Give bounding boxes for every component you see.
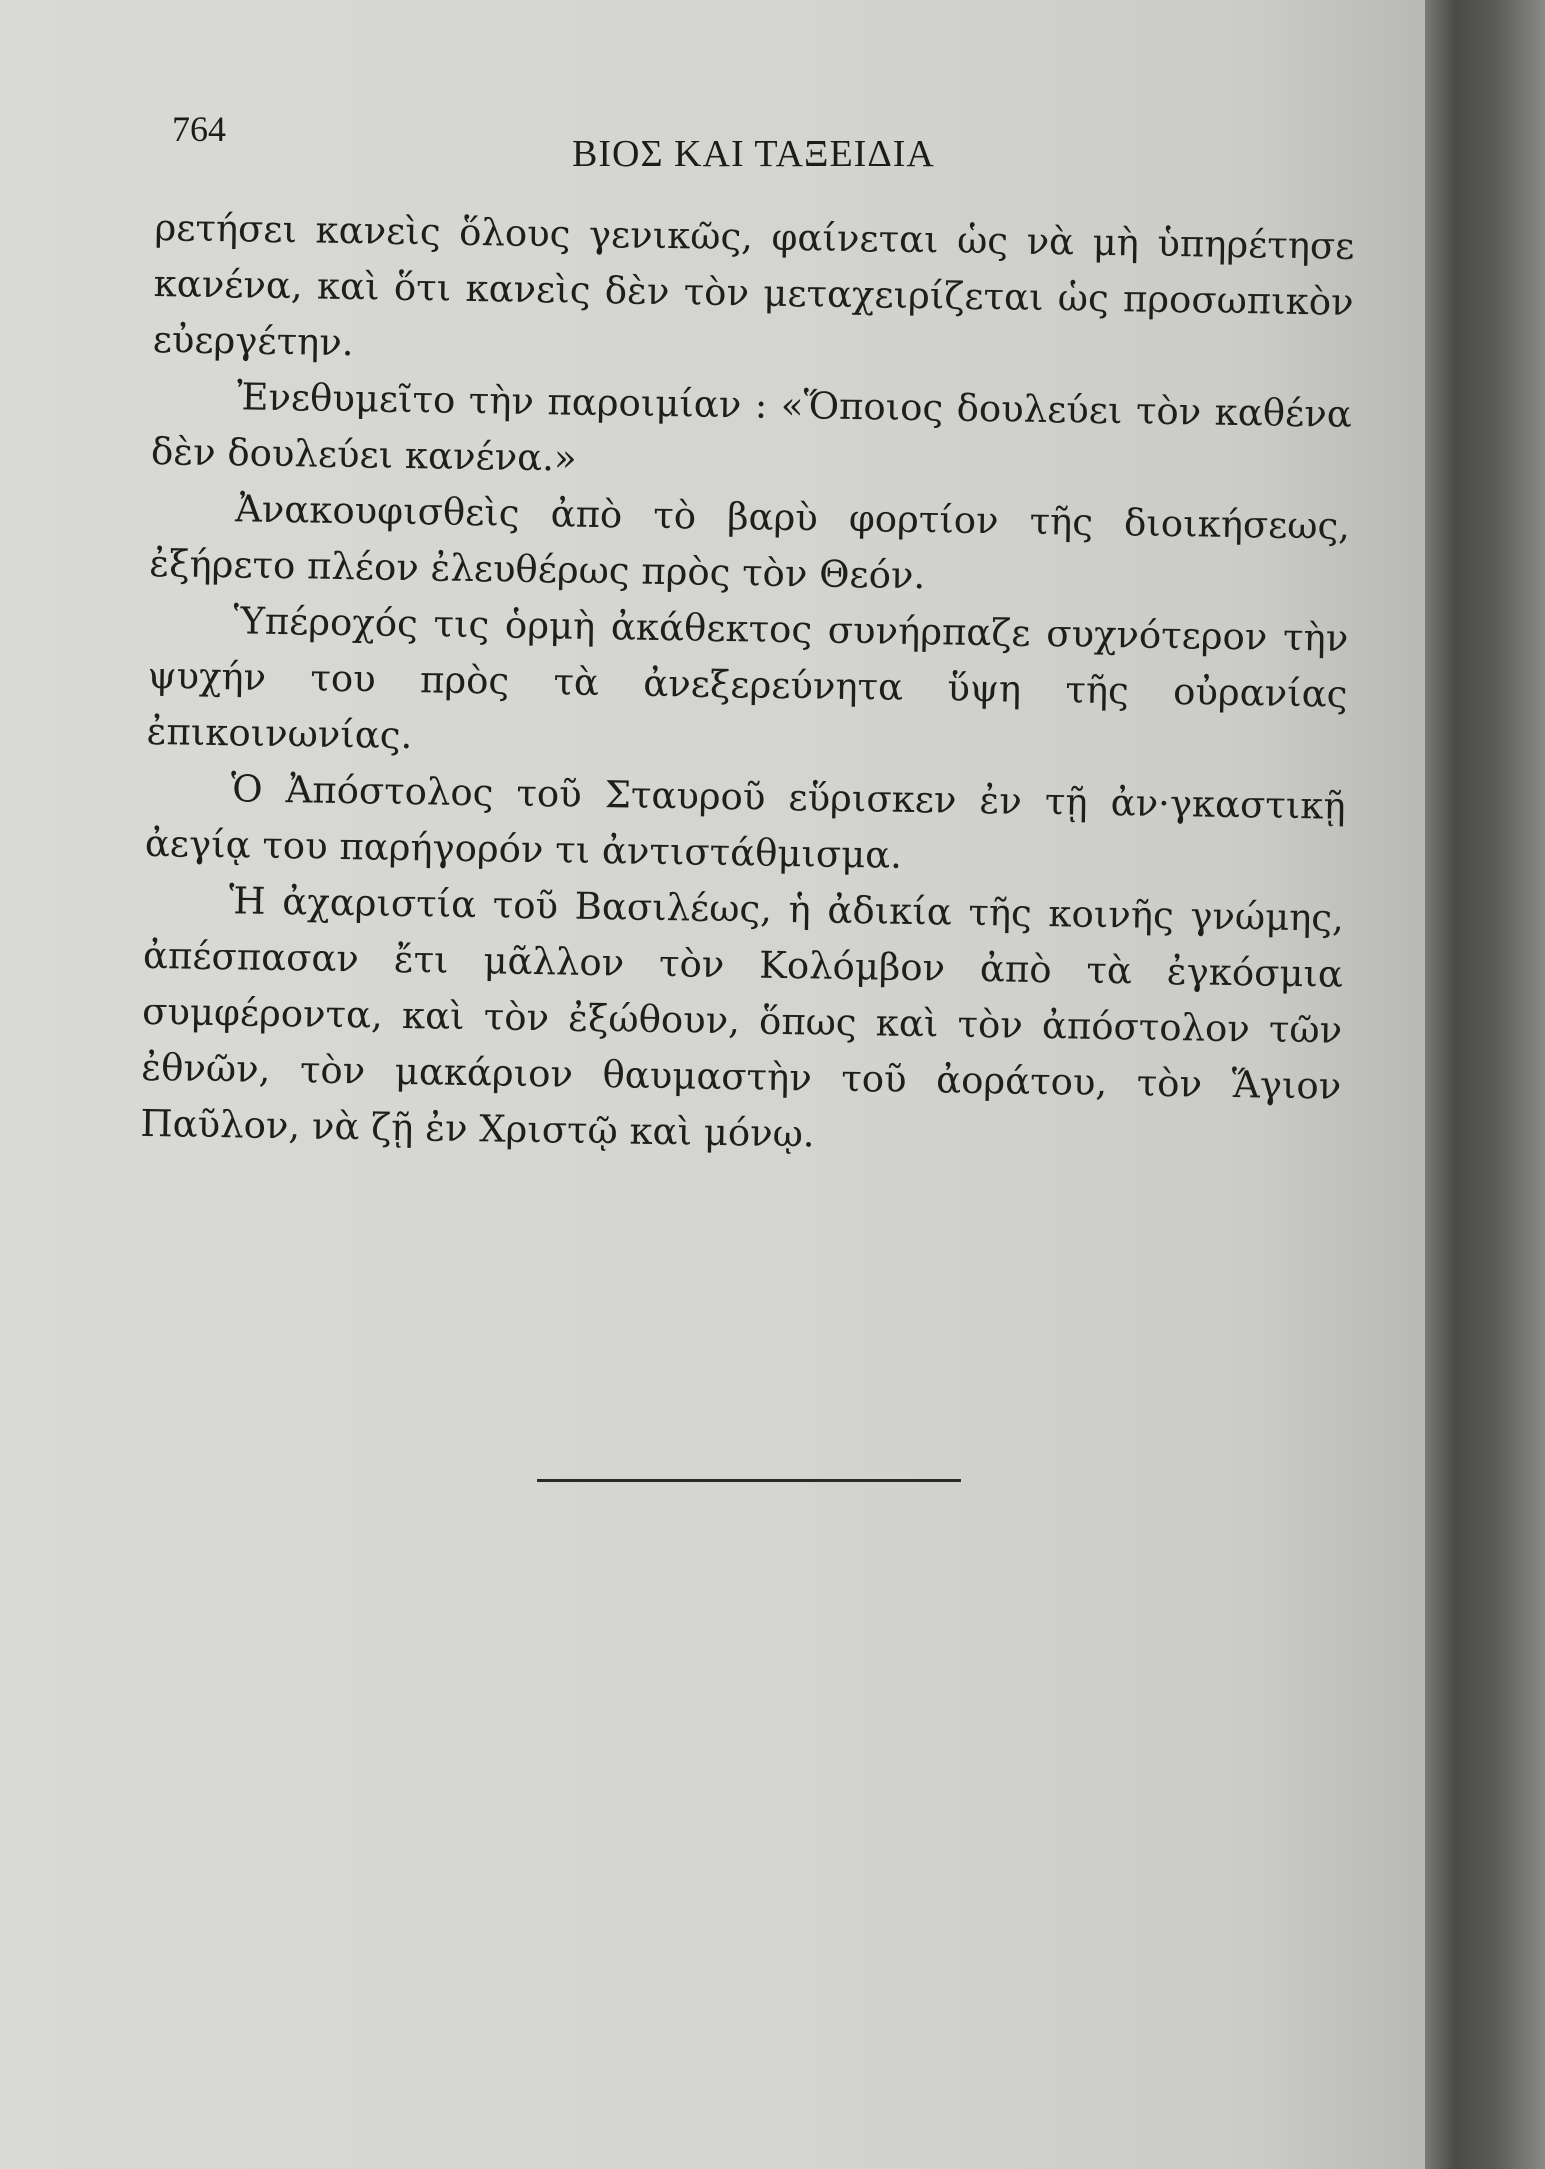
book-gutter-shadow bbox=[1425, 0, 1545, 2169]
paragraph-impulse: Ὑπέροχός τις ὁρμὴ ἀκάθεκτος συνήρπαζε συχνότερον τὴν ψυχήν του πρὸς τὰ ἀνεξερεύνητα ὕψη τῆς οὐρανίας ἐπικοινωνίας. bbox=[146, 599, 1349, 758]
body-text bbox=[140, 200, 1355, 1171]
chapter-end-rule bbox=[537, 1479, 961, 1482]
paragraph-ingratitude: Ἡ ἀχαριστία τοῦ Βασιλέως, ἡ ἀδικία τῆς κοινῆς γνώμης, ἀπέσπασαν ἔτι μᾶλλον τὸν Κολόμβον ἀπὸ τὰ ἐγκόσμια συμφέροντα, καὶ τὸν ἐξώθουν, ὅπως καὶ τὸν ἀπόστολον τῶν ἐθνῶν, τὸν μακάριον θαυμαστὴν τοῦ ἀοράτου, τὸν Ἅγιον Παῦλον, νὰ ζῇ ἐν Χριστῷ καὶ μόνῳ. bbox=[140, 879, 1345, 1156]
paragraph-relief: Ἀνακουφισθεὶς ἀπὸ τὸ βαρὺ φορτίον τῆς διοικήσεως, ἐξήρετο πλέον ἐλευθέρως πρὸς τὸν Θεόν. bbox=[148, 487, 1351, 598]
paragraph-apostle: Ὁ Ἀπόστολος τοῦ Σταυροῦ εὕρισκεν ἐν τῇ ἀν·γκαστικῇ ἀεγίᾳ του παρήγορόν τι ἀντιστάθμισμα. bbox=[144, 767, 1346, 877]
paragraph-continuation: ρετήσει κανεὶς ὅλους γενικῶς, φαίνεται ὡς νὰ μὴ ὑπηρέτησε κανένα, καὶ ὅτι κανεὶς δὲν τὸν μεταχειρίζεται ὡς προσωπικὸν εὐεργέτην. bbox=[152, 205, 1355, 365]
page-number: 764 bbox=[172, 109, 226, 149]
running-title: ΒΙΟΣ ΚΑΙ ΤΑΞΕΙΔΙΑ bbox=[572, 133, 935, 175]
paragraph-proverb: Ἐνεθυμεῖτο τὴν παροιμίαν : «Ὅποιος δουλεύει τὸν καθένα δὲν δουλεύει κανένα.» bbox=[150, 375, 1353, 480]
